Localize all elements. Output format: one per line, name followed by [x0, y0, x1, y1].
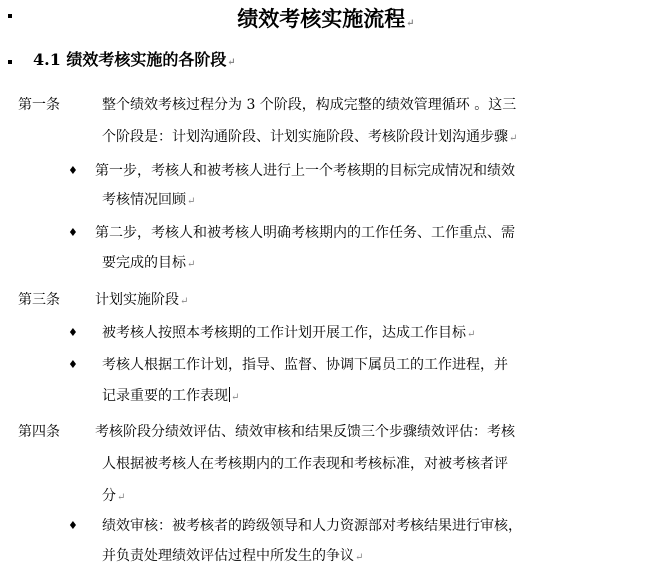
paragraph-mark-icon: ↵: [467, 329, 476, 340]
article-label: 第三条: [18, 292, 60, 308]
article-text-line: 整个绩效考核过程分为 3 个阶段，构成完整的绩效管理循环 。这三: [102, 97, 517, 113]
article-text-line: 考核阶段分绩效评估、绩效审核和结果反馈三个步骤绩效评估：考核: [95, 424, 515, 440]
article-label: 第一条: [18, 97, 60, 113]
section-heading: 4.1 绩效考核实施的各阶段↵: [33, 50, 236, 69]
paragraph-mark-icon: ↵: [509, 133, 518, 144]
text-cursor: [229, 387, 230, 402]
bullet-text-line: 第一步，考核人和被考核人进行上一个考核期的目标完成情况和绩效: [95, 163, 515, 179]
outline-marker-icon: [8, 60, 12, 64]
article-text-line: 分↵: [102, 488, 126, 504]
diamond-bullet-icon: ♦: [68, 164, 78, 177]
diamond-bullet-icon: ♦: [68, 358, 78, 371]
paragraph-mark-icon: ↵: [227, 57, 236, 68]
paragraph-mark-icon: ↵: [231, 392, 240, 403]
diamond-bullet-icon: ♦: [68, 326, 78, 339]
bullet-text-line: 绩效审核：被考核者的跨级领导和人力资源部对考核结果进行审核，: [102, 518, 522, 534]
article-text-line: 个阶段是：计划沟通阶段、计划实施阶段、考核阶段计划沟通步骤↵: [102, 129, 518, 145]
paragraph-mark-icon: ↵: [187, 259, 196, 270]
article-label: 第四条: [18, 424, 60, 440]
paragraph-mark-icon: ↵: [355, 552, 364, 563]
bullet-text-line: 并负责处理绩效评估过程中所发生的争议↵: [102, 548, 364, 564]
bullet-text-line: 考核人根据工作计划，指导、监督、协调下属员工的工作进程，并: [102, 357, 508, 373]
paragraph-mark-icon: ↵: [406, 18, 415, 29]
paragraph-mark-icon: ↵: [187, 196, 196, 207]
bullet-text-line: 第二步，考核人和被考核人明确考核期内的工作任务、工作重点、需: [95, 225, 515, 241]
document-title: 绩效考核实施流程↵: [237, 6, 415, 31]
diamond-bullet-icon: ♦: [68, 519, 78, 532]
bullet-text-line: 要完成的目标↵: [102, 255, 196, 271]
bullet-text-line: 被考核人按照本考核期的工作计划开展工作，达成工作目标↵: [102, 325, 476, 341]
paragraph-mark-icon: ↵: [180, 296, 189, 307]
bullet-text-line: 考核情况回顾↵: [102, 192, 196, 208]
paragraph-mark-icon: ↵: [117, 492, 126, 503]
article-text-line: 计划实施阶段↵: [95, 292, 189, 308]
diamond-bullet-icon: ♦: [68, 226, 78, 239]
article-text-line: 人根据被考核人在考核期内的工作表现和考核标准，对被考核者评: [102, 456, 508, 472]
bullet-text-line: 记录重要的工作表现 ↵: [102, 388, 240, 404]
